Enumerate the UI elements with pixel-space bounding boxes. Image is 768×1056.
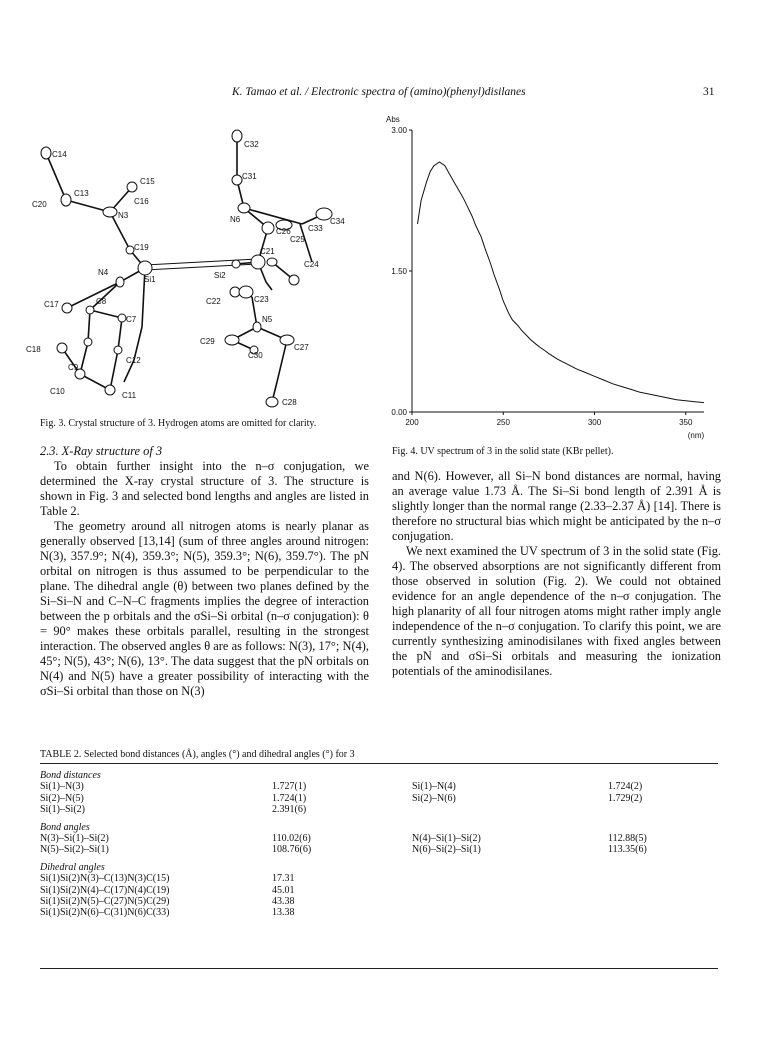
chart-x-unit: (nm) (687, 431, 705, 440)
table-cell: Si(2)–N(6) (412, 792, 456, 804)
chart-ylabel: Abs (386, 115, 400, 124)
y-tick-label: 1.50 (391, 267, 407, 276)
section-heading: 2.3. X-Ray structure of 3 (40, 444, 163, 458)
table-cell: Si(1)Si(2)N(6)–C(31)N(6)C(33) (40, 907, 170, 919)
svg-text:N5: N5 (262, 315, 273, 324)
table-cell: Si(1)–N(4) (412, 781, 456, 793)
svg-text:N3: N3 (118, 211, 129, 220)
table-group (40, 770, 720, 816)
x-tick-label: 250 (496, 418, 510, 427)
table-cell: Si(1)Si(2)N(4)–C(17)N(4)C(19) (40, 884, 170, 896)
table-row (40, 896, 720, 907)
svg-text:C12: C12 (126, 356, 141, 365)
svg-text:Si1: Si1 (144, 275, 156, 284)
svg-text:C17: C17 (44, 300, 59, 309)
table-group (40, 862, 720, 919)
svg-text:C28: C28 (282, 398, 297, 407)
paragraph: To obtain further insight into the n–σ conjugation, we determined the X-ray crystal structure of 3. The structure is shown in Fig. 3 and selected bond lengths and angles are listed in Table 2. (40, 459, 369, 518)
svg-text:C20: C20 (32, 200, 47, 209)
y-tick-label: 3.00 (391, 126, 407, 135)
table-cell: 110.02(6) (272, 832, 311, 844)
paragraph: and N(6). However, all Si–N bond distances are normal, having an average value 1.73 Å. The Si–Si bond length of 2.391 Å is slightly longer than the normal range (2.33–2.37 Å) [14]. There is therefore no structural bias which might be anticipated by the n–σ conjugation. (392, 469, 721, 543)
table-group-heading: Bond angles (40, 821, 90, 833)
table-cell: 113.35(6) (608, 844, 647, 856)
table-row (40, 873, 720, 884)
table-cell: 17.31 (272, 873, 295, 885)
table-row (40, 844, 720, 855)
left-column (40, 444, 369, 699)
table-cell: Si(1)–N(3) (40, 781, 84, 793)
page-number: 31 (703, 86, 715, 98)
table-cell: Si(2)–N(5) (40, 792, 84, 804)
svg-text:C13: C13 (74, 189, 89, 198)
crystal-structure-figure (22, 112, 376, 412)
svg-text:N4: N4 (98, 268, 109, 277)
table-cell: 45.01 (272, 884, 295, 896)
table-cell: 1.727(1) (272, 781, 307, 793)
svg-text:C34: C34 (330, 217, 345, 226)
x-tick-label: 300 (587, 418, 602, 427)
svg-text:C30: C30 (248, 351, 263, 360)
table-cell: 112.88(5) (608, 832, 647, 844)
svg-text:C14: C14 (52, 150, 67, 159)
svg-text:C7: C7 (126, 315, 137, 324)
paragraph: The geometry around all nitrogen atoms is nearly planar as generally observed [13,14] (sum of three angles around nitrogen: N(3), 357.9°; N(4), 359.3°; N(5), 359.3°; N(6), 359.7°). The pN orbital on nitrogen is thus assumed to be perpendicular to the plane. The dihedral angle (θ) between two planes defined by the Si–Si–N and C–N–C fragments implies the degree of interaction between the p orbitals and the σSi–Si orbital (n–σ conjugation): θ = 90° makes these orbitals parallel, resulting in the strongest interaction. The observed angles θ are as follows: N(3), 17°; N(4), 45°; N(5), 43°; N(6), 13°. The data suggest that the pN orbitals on N(4) and N(5) have a greater possibility of interacting with the σSi–Si orbital than those on N(3) (40, 519, 369, 698)
table-row (40, 781, 720, 792)
svg-text:C25: C25 (290, 235, 305, 244)
svg-text:C18: C18 (26, 345, 41, 354)
table-row (40, 907, 720, 918)
absorbance-curve (418, 162, 705, 403)
svg-text:C16: C16 (134, 197, 149, 206)
uv-spectrum-chart (386, 112, 726, 444)
svg-text:C26: C26 (276, 227, 291, 236)
figure4-caption: Fig. 4. UV spectrum of 3 in the solid state (KBr pellet). (392, 446, 614, 457)
table-cell: Si(1)Si(2)N(3)–C(13)N(3)C(15) (40, 873, 170, 885)
table-cell: Si(1)Si(2)N(5)–C(27)N(5)C(29) (40, 895, 170, 907)
table-group (40, 822, 720, 856)
svg-text:C11: C11 (122, 391, 137, 400)
table-row (40, 804, 720, 815)
svg-text:C15: C15 (140, 177, 155, 186)
table-cell: N(6)–Si(2)–Si(1) (412, 844, 481, 856)
figure3-caption: Fig. 3. Crystal structure of 3. Hydrogen atoms are omitted for clarity. (40, 418, 317, 429)
table-cell: 1.729(2) (608, 792, 643, 804)
svg-text:C22: C22 (206, 297, 221, 306)
svg-text:C27: C27 (294, 343, 309, 352)
svg-text:C33: C33 (308, 224, 323, 233)
table2-title: TABLE 2. Selected bond distances (Å), angles (°) and dihedral angles (°) for 3 (40, 749, 355, 760)
right-column (392, 469, 721, 679)
svg-text:C31: C31 (242, 172, 257, 181)
table-cell: Si(1)–Si(2) (40, 804, 85, 816)
table-cell: N(4)–Si(1)–Si(2) (412, 832, 481, 844)
table-cell: 1.724(1) (272, 792, 307, 804)
svg-text:N6: N6 (230, 215, 241, 224)
svg-text:C8: C8 (96, 297, 107, 306)
x-tick-label: 200 (405, 418, 419, 427)
table-row (40, 885, 720, 896)
svg-text:C21: C21 (260, 247, 275, 256)
y-tick-label: 0.00 (391, 408, 407, 417)
svg-text:Si2: Si2 (214, 271, 226, 280)
svg-text:C23: C23 (254, 295, 269, 304)
x-tick-label: 350 (679, 418, 693, 427)
running-title: K. Tamao et al. / Electronic spectra of (amino)(phenyl)disilanes (232, 86, 526, 98)
svg-text:C10: C10 (50, 387, 65, 396)
paragraph: We next examined the UV spectrum of 3 in the solid state (Fig. 4). The observed absorptions are not significantly different from those observed in solution (Fig. 2). We could not obtained evidence for an angle dependence of the n–σ conjugation. The high planarity of all four nitrogen atoms might rather imply angle independence of the n–σ conjugation. To clarify this point, we are currently synthesizing aminodisilanes with fixed angles between the pN and σSi–Si orbitals and measuring the ionization potentials of the aminodisilanes. (392, 544, 721, 678)
table-group-heading: Dihedral angles (40, 861, 105, 873)
table-top-rule (40, 763, 718, 764)
table-cell: 108.76(6) (272, 844, 312, 856)
table-cell: 13.38 (272, 907, 295, 919)
svg-text:C24: C24 (304, 260, 319, 269)
table-cell: N(5)–Si(2)–Si(1) (40, 844, 109, 856)
table-row (40, 793, 720, 804)
svg-text:C9: C9 (68, 363, 79, 372)
running-header (0, 86, 768, 102)
table-row (40, 833, 720, 844)
table-cell: 1.724(2) (608, 781, 643, 793)
svg-text:C19: C19 (134, 243, 149, 252)
svg-text:C29: C29 (200, 337, 215, 346)
table-cell: 2.391(6) (272, 804, 307, 816)
table-cell: N(3)–Si(1)–Si(2) (40, 832, 109, 844)
svg-text:C32: C32 (244, 140, 259, 149)
table2 (40, 770, 720, 925)
table-bottom-rule (40, 968, 718, 969)
atom-labels (26, 140, 345, 407)
table-cell: 43.38 (272, 895, 295, 907)
table-group-heading: Bond distances (40, 770, 101, 781)
